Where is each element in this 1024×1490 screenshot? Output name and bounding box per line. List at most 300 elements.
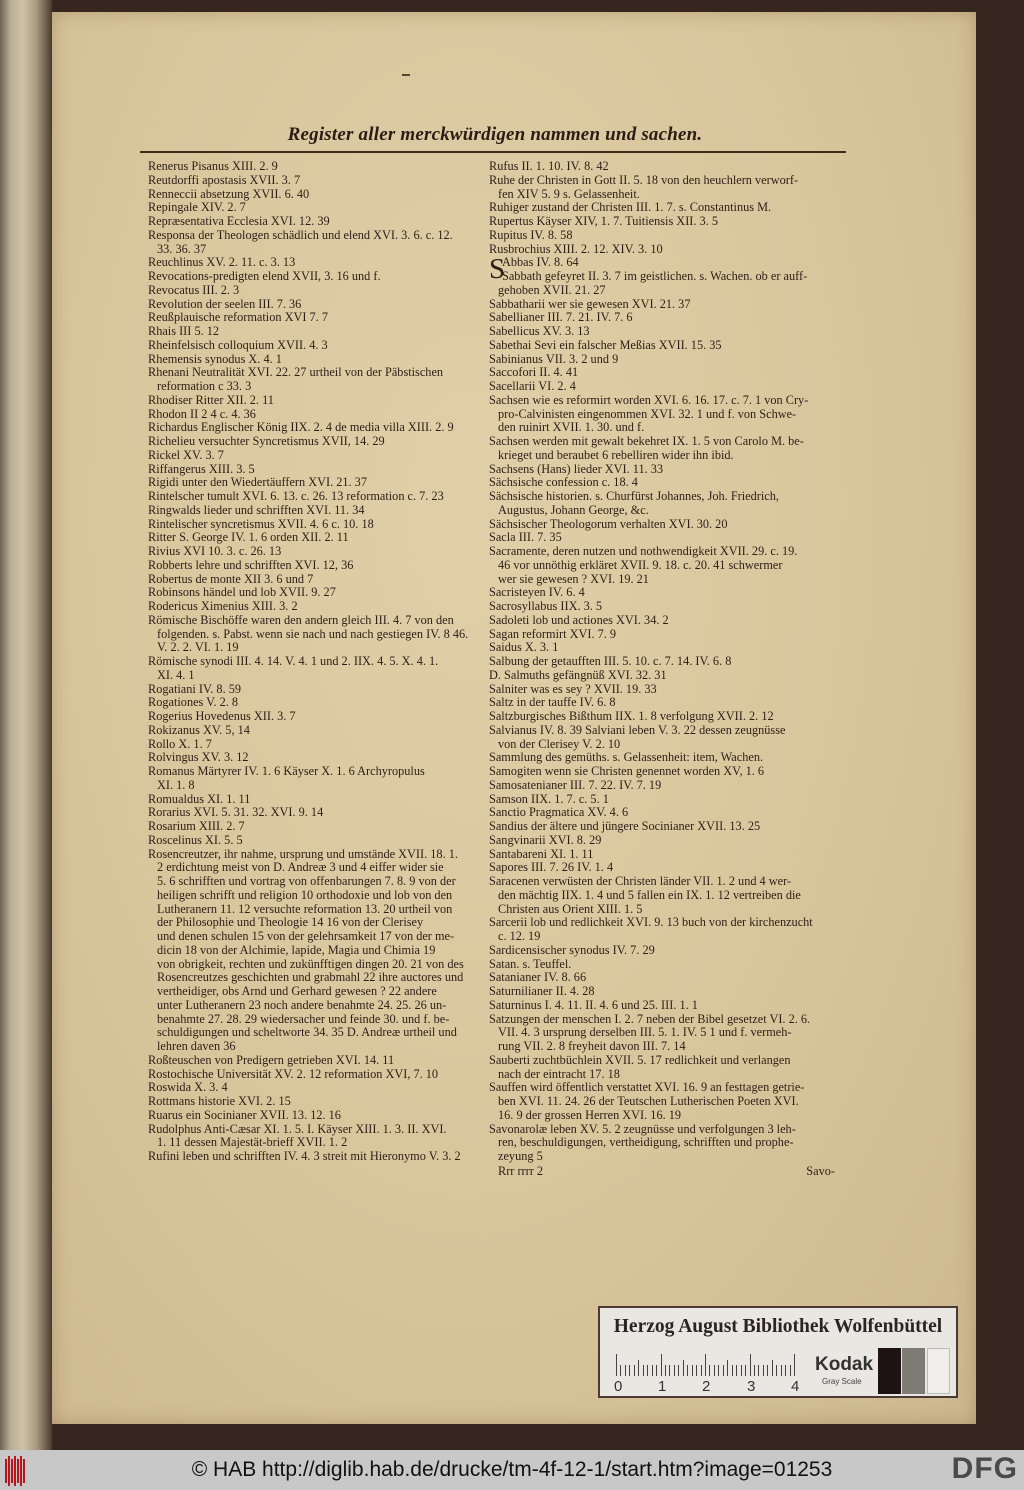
ruler-scale	[616, 1354, 796, 1376]
entry-continuation-line: reformation c 33. 3	[157, 380, 252, 393]
entry-continuation-line: unter Lutheranern 23 noch andere benahmte 24. 25. 26 un-	[157, 998, 447, 1012]
ruler-tick	[741, 1365, 742, 1376]
index-entry	[489, 848, 839, 862]
entry-line: Sächsische historien. s. Churfürst Johannes, Joh. Friedrich,	[489, 490, 779, 503]
index-entry	[148, 339, 490, 353]
entry-line: Renneccii absetzung XVII. 6. 40	[148, 187, 310, 201]
entry-line: Saltzburgisches Bißthum IIX. 1. 8 verfolgung XVII. 2. 12	[489, 710, 774, 723]
entry-line: Salniter was es sey ? XVII. 19. 33	[489, 682, 657, 696]
entry-line: Robertus de monte XII 3. 6 und 7	[148, 572, 314, 586]
ruler-tick	[634, 1365, 635, 1376]
index-entry	[489, 683, 839, 697]
entry-line: Satan. s. Teuffel.	[489, 957, 572, 971]
entry-line: D. Salmuths gefängnüß XVI. 32. 31	[489, 668, 667, 682]
entry-line: Samosatenianer III. 7. 22. IV. 7. 19	[489, 778, 662, 792]
entry-line: Saracenen verwüsten der Christen länder VII. 1. 2 und 4 wer-	[489, 875, 792, 888]
entry-line: Rogerius Hovedenus XII. 3. 7	[148, 710, 296, 723]
entry-line: Rosencreutzer, ihr nahme, ursprung und umstände XVII. 18. 1.	[148, 847, 458, 861]
entry-line: Sardicensischer synodus IV. 7. 29	[489, 943, 655, 957]
entry-line: Rusbrochius XIII. 2. 12. XIV. 3. 10	[489, 242, 663, 256]
index-entry	[489, 765, 839, 779]
entry-continuation-line: rung VII. 2. 8 freyheit davon III. 7. 14	[498, 1040, 686, 1053]
entry-continuation-line: und denen schulen 15 von der gelehrsamkeit 17 von der me-	[157, 930, 455, 943]
entry-line: Samson IIX. 1. 7. c. 5. 1	[489, 792, 609, 806]
index-entry	[148, 765, 490, 793]
ruler-tick	[727, 1360, 728, 1376]
entry-line: Saturninus I. 4. 11. II. 4. 6 und 25. III. 1. 1	[489, 998, 698, 1012]
entry-line: Richardus Englischer König IIX. 2. 4 de media villa XIII. 2. 9	[148, 421, 454, 435]
entry-line: Reuchlinus XV. 2. 11. c. 3. 13	[148, 256, 296, 270]
ruler-tick	[674, 1365, 675, 1376]
page-heading: Register aller merckwürdigen nammen und sachen.	[287, 124, 703, 145]
index-entry	[148, 229, 490, 257]
entry-line: Rogatiani IV. 8. 59	[148, 682, 242, 696]
entry-line: Reutdorffi apostasis XVII. 3. 7	[148, 173, 301, 187]
index-entry	[148, 463, 490, 477]
ruler-number: 2	[702, 1378, 711, 1395]
entry-line: Saidus X. 3. 1	[489, 641, 559, 655]
index-entry	[489, 325, 839, 339]
ruler-tick	[692, 1365, 693, 1376]
signature-mark: Rrr rrrr 2	[498, 1163, 544, 1178]
index-entry	[148, 586, 490, 600]
entry-line: Sächsischer Theologorum verhalten XVI. 30. 20	[489, 517, 728, 531]
ruler-tick	[638, 1360, 639, 1376]
entry-continuation-line: XI. 4. 1	[157, 668, 195, 682]
index-entry	[148, 201, 490, 215]
copyright-url[interactable]: © HAB http://diglib.hab.de/drucke/tm-4f-12-1/start.htm?image=01253	[191, 1458, 833, 1481]
entry-line: Sacrosyllabus IIX. 3. 5	[489, 600, 603, 613]
catchword: Savo-	[806, 1163, 835, 1178]
index-entry	[148, 614, 490, 655]
entry-continuation-line: ren, beschuldigungen, vertheidigung, schrifften und prophe-	[498, 1136, 794, 1150]
index-entry	[148, 1150, 490, 1164]
ruler-tick	[772, 1360, 773, 1376]
entry-line: Abbas IV. 8. 64	[502, 256, 579, 270]
entry-line: Saccofori II. 4. 41	[489, 366, 579, 380]
ruler-tick	[705, 1354, 706, 1376]
entry-line: Revolution der seelen III. 7. 36	[148, 297, 302, 311]
entry-line: Rhemensis synodus X. 4. 1	[148, 352, 282, 366]
index-entry	[148, 696, 490, 710]
entry-line: Sachsens (Hans) lieder XVI. 11. 33	[489, 462, 664, 476]
entry-continuation-line: krieget und beraubet 6 rebelliren wider ihn ibid.	[498, 448, 734, 462]
ruler-tick	[794, 1354, 795, 1376]
index-entry	[489, 614, 839, 628]
entry-line: Sabethai Sevi ein falscher Meßias XVII. 15. 35	[489, 338, 722, 352]
entry-line: Sandius der ältere und jüngere Socinianer XVII. 13. 25	[489, 820, 761, 833]
index-entry	[489, 518, 839, 532]
drop-cap: S	[489, 253, 506, 286]
ruler-tick	[781, 1365, 782, 1376]
index-entry	[489, 710, 839, 724]
index-entry	[148, 1054, 490, 1068]
entry-line: Salvianus IV. 8. 39 Salviani leben V. 3. 22 dessen zeugnüsse	[489, 723, 786, 737]
printer-mark	[402, 74, 410, 76]
index-entry	[148, 545, 490, 559]
entry-continuation-line: schuldigungen und scheltworte 34. 35 D. Andreæ urtheil und	[157, 1026, 457, 1040]
index-entry	[148, 1123, 490, 1151]
ruler-number: 0	[614, 1378, 623, 1395]
ruler-tick	[669, 1365, 670, 1376]
gray-scale-label: Gray Scale	[822, 1377, 862, 1386]
heading-rule	[140, 151, 846, 153]
index-entry	[148, 394, 490, 408]
entry-line: Reußplauische reformation XVI 7. 7	[148, 311, 328, 325]
index-entry	[148, 1081, 490, 1095]
index-entry	[148, 504, 490, 518]
entry-line: Sacramente, deren nutzen und nothwendigkeit XVII. 29. c. 19.	[489, 545, 798, 558]
index-entry	[489, 463, 839, 477]
index-entry	[148, 806, 490, 820]
entry-continuation-line: ben XVI. 11. 24. 26 der Teutschen Lutherischen Poeten XVI.	[498, 1095, 799, 1108]
ruler-tick	[785, 1365, 786, 1376]
entry-line: Rokizanus XV. 5, 14	[148, 723, 250, 737]
entry-continuation-line: Rosencreutzes geschichten und grabmahl 22 ihre auctores und	[157, 971, 464, 985]
entry-continuation-line: heiligen schrifft und religion 10 orthodoxie und lob von den	[157, 888, 453, 902]
entry-continuation-line: nach der eintracht 17. 18	[498, 1067, 620, 1081]
ruler-tick	[643, 1365, 644, 1376]
index-entry	[489, 229, 839, 243]
entry-continuation-line: 33. 36. 37	[157, 242, 207, 256]
index-entry	[148, 751, 490, 765]
entry-line: Satzungen der menschen I. 2. 7 neben der Bibel gesetzet VI. 2. 6.	[489, 1012, 811, 1026]
entry-line: Salbung der getaufften III. 5. 10. c. 7. 14. IV. 6. 8	[489, 655, 732, 668]
entry-continuation-line: wer sie gewesen ? XVI. 19. 21	[498, 572, 649, 586]
ruler-tick	[776, 1365, 777, 1376]
entry-line: Rosarium XIII. 2. 7	[148, 820, 245, 833]
index-entry	[489, 793, 839, 807]
page-footer-line	[489, 1165, 839, 1179]
ruler-tick	[701, 1365, 702, 1376]
ruler-tick	[616, 1354, 617, 1376]
index-column-right	[489, 160, 839, 1179]
entry-continuation-line: Lutheranern 11. 12 versuchte reformation 13. 20 urtheil von	[157, 902, 453, 916]
index-entry	[489, 545, 839, 586]
entry-line: Sagan reformirt XVI. 7. 9	[489, 627, 617, 641]
entry-line: Rhodon II 2 4 c. 4. 36	[148, 407, 256, 421]
index-entry	[148, 298, 490, 312]
entry-line: Rollo X. 1. 7	[148, 737, 212, 751]
entry-continuation-line: den ruinirt XVII. 1. 30. und f.	[498, 421, 645, 435]
ruler-tick	[763, 1365, 764, 1376]
index-entry	[148, 311, 490, 325]
entry-line: Renerus Pisanus XIII. 2. 9	[148, 160, 278, 173]
index-entry	[489, 696, 839, 710]
index-entry	[148, 683, 490, 697]
entry-line: Sanctio Pragmatica XV. 4. 6	[489, 806, 629, 820]
entry-line: Römische Bischöffe waren den andern gleich III. 4. 7 von den	[148, 613, 454, 627]
index-entry	[489, 806, 839, 820]
index-entry	[489, 944, 839, 958]
index-entry	[148, 284, 490, 298]
ruler-tick	[709, 1365, 710, 1376]
index-entry	[489, 490, 839, 518]
ruler-number: 4	[791, 1378, 800, 1395]
entry-line: Sauffen wird öffentlich verstattet XVI. 16. 9 an festtagen getrie-	[489, 1081, 805, 1095]
entry-line: Rottmans historie XVI. 2. 15	[148, 1095, 291, 1108]
index-entry	[489, 1081, 839, 1122]
entry-continuation-line: 5. 6 schrifften und vortrag von offenbarungen 7. 8. 9 von der	[157, 875, 456, 888]
entry-line: Rigidi unter den Wiedertäuffern XVI. 21. 37	[148, 476, 367, 490]
entry-continuation-line: 2 erdichtung meist von D. Andreæ 3 und 4 eiffer wider sie	[157, 861, 444, 875]
index-entry	[148, 449, 490, 463]
ruler-number: 3	[747, 1378, 756, 1395]
entry-line: Richelieu versuchter Syncretismus XVII, 14. 29	[148, 435, 385, 448]
ruler-tick	[745, 1365, 746, 1376]
index-entry	[489, 476, 839, 490]
ruler-tick	[656, 1365, 657, 1376]
index-entry	[489, 1123, 839, 1164]
entry-line: Rolvingus XV. 3. 12	[148, 751, 249, 765]
ruler-tick	[661, 1354, 662, 1376]
index-entry	[489, 435, 839, 463]
entry-line: Ruarus ein Socinianer XVII. 13. 12. 16	[148, 1108, 341, 1122]
index-entry	[148, 710, 490, 724]
entry-line: Sächsische confession c. 18. 4	[489, 476, 638, 490]
index-entry	[489, 380, 839, 394]
ruler-tick	[620, 1365, 621, 1376]
index-entry	[489, 779, 839, 793]
index-entry	[489, 751, 839, 765]
index-entry	[489, 958, 839, 972]
dfg-logo: DFG	[951, 1452, 1018, 1485]
index-entry	[489, 641, 839, 655]
entry-line: Santabareni XI. 1. 11	[489, 847, 594, 861]
entry-continuation-line: V. 2. 2. VI. 1. 19	[157, 641, 239, 655]
ruler-tick	[736, 1365, 737, 1376]
entry-line: Sacristeyen IV. 6. 4	[489, 586, 585, 600]
index-entry	[489, 834, 839, 848]
index-entry	[489, 586, 839, 600]
index-entry	[148, 820, 490, 834]
index-entry	[489, 174, 839, 202]
index-entry	[148, 408, 490, 422]
ruler-tick	[723, 1365, 724, 1376]
index-entry	[489, 875, 839, 916]
index-entry	[148, 256, 490, 270]
entry-continuation-line: benahmte 27. 28. 29 wiedersacher und feinde 30. und f. be-	[157, 1012, 450, 1026]
entry-line: Ritter S. George IV. 1. 6 orden XII. 2. 11	[148, 531, 349, 545]
index-entry	[148, 848, 490, 1054]
index-entry	[148, 559, 490, 573]
entry-line: Rivius XVI 10. 3. c. 26. 13	[148, 545, 282, 558]
entry-line: Rufini leben und schrifften IV. 4. 3 streit mit Hieronymo V. 3. 2	[148, 1150, 461, 1163]
entry-line: Sammlung des gemüths. s. Gelassenheit: item, Wachen.	[489, 751, 764, 765]
ruler-tick	[652, 1365, 653, 1376]
entry-continuation-line: der Philosophie und Theologie 14 16 von der Clerisey	[157, 916, 424, 930]
entry-continuation-line: von obrigkeit, rechten und zukünfftigen dingen 20. 21 von des	[157, 957, 464, 971]
gray-patch-mid	[902, 1348, 925, 1394]
index-entry	[148, 655, 490, 683]
index-entry	[148, 834, 490, 848]
index-entry	[148, 174, 490, 188]
entry-line: Sacla III. 7. 35	[489, 531, 562, 545]
index-entry	[489, 861, 839, 875]
index-entry	[148, 1068, 490, 1082]
ruler-tick	[754, 1365, 755, 1376]
entry-line: Sabinianus VII. 3. 2 und 9	[489, 352, 619, 366]
entry-line: Savonarolæ leben XV. 5. 2 zeugnüsse und verfolgungen 3 leh-	[489, 1122, 796, 1136]
entry-line: Sabellianer III. 7. 21. IV. 7. 6	[489, 311, 633, 325]
entry-line: Rheinfelsisch colloquium XVII. 4. 3	[148, 338, 328, 352]
entry-continuation-line: 1. 11 dessen Majestät-brieff XVII. 1. 2	[157, 1136, 348, 1150]
index-entry	[148, 366, 490, 394]
kodak-logo: Kodak	[815, 1354, 874, 1375]
index-entry	[489, 820, 839, 834]
entry-line: Sachsen werden mit gewalt bekehret IX. 1. 5 von Carolo M. be-	[489, 435, 804, 448]
entry-line: Rickel XV. 3. 7	[148, 448, 224, 462]
entry-line: Sarcerii lob und redlichkeit XVI. 9. 13 buch von der kirchenzucht	[489, 916, 813, 930]
entry-continuation-line: zeyung 5	[498, 1150, 543, 1163]
entry-line: Rodericus Ximenius XIII. 3. 2	[148, 600, 298, 613]
entry-line: Robinsons händel und lob XVII. 9. 27	[148, 586, 336, 600]
index-entry	[489, 1013, 839, 1054]
index-entry	[148, 1109, 490, 1123]
entry-line: Sapores III. 7. 26 IV. 1. 4	[489, 861, 614, 875]
entry-line: Rostochische Universität XV. 2. 12 reformation XVI, 7. 10	[148, 1067, 439, 1081]
ruler-tick	[683, 1360, 684, 1376]
adjacent-page-edges	[0, 0, 52, 1450]
entry-line: Sabellicus XV. 3. 13	[489, 325, 590, 338]
index-entry	[148, 531, 490, 545]
ruler-tick	[625, 1365, 626, 1376]
entry-line: Satanianer IV. 8. 66	[489, 971, 587, 985]
entry-line: Ruhiger zustand der Christen III. 1. 7. s. Constantinus M.	[489, 201, 772, 215]
index-entry	[148, 188, 490, 202]
entry-line: Sangvinarii XVI. 8. 29	[489, 833, 602, 847]
entry-line: Roswida X. 3. 4	[148, 1081, 228, 1095]
color-calibration-card	[598, 1306, 958, 1398]
index-entry	[148, 421, 490, 435]
entry-line: Ruhe der Christen in Gott II. 5. 18 von den heuchlern verworf-	[489, 173, 799, 187]
index-entry	[489, 298, 839, 312]
ruler-tick	[718, 1365, 719, 1376]
index-entry	[489, 311, 839, 325]
entry-line: Rogationes V. 2. 8	[148, 696, 239, 710]
entry-continuation-line: fen XIV 5. 9 s. Gelassenheit.	[498, 187, 640, 201]
entry-line: Rintelischer syncretismus XVII. 4. 6 c. 10. 18	[148, 517, 374, 531]
entry-continuation-line: von der Clerisey V. 2. 10	[498, 737, 621, 751]
ruler-number: 1	[658, 1378, 667, 1395]
entry-line: Revocatus III. 2. 3	[148, 283, 240, 297]
index-entry	[489, 353, 839, 367]
entry-line: Sacellarii VI. 2. 4	[489, 380, 576, 393]
index-entry	[489, 366, 839, 380]
index-entry	[148, 1095, 490, 1109]
entry-line: Romualdus XI. 1. 11	[148, 792, 251, 806]
index-entry	[489, 985, 839, 999]
entry-line: Rorarius XVI. 5. 31. 32. XVI. 9. 14	[148, 806, 324, 820]
index-entry	[148, 325, 490, 339]
index-entry	[148, 435, 490, 449]
entry-line: Rufus II. 1. 10. IV. 8. 42	[489, 160, 609, 173]
entry-continuation-line: lehren daven 36	[157, 1040, 236, 1053]
entry-line: Riffangerus XIII. 3. 5	[148, 462, 255, 476]
index-entry	[489, 531, 839, 545]
entry-line: Rhodiser Ritter XII. 2. 11	[148, 393, 274, 407]
entry-continuation-line: Augustus, Johann George, &c.	[498, 503, 649, 517]
library-name: Herzog August Bibliothek Wolfenbüttel	[613, 1316, 943, 1337]
entry-line: Rhenani Neutralität XVI. 22. 27 urtheil von der Päbstischen	[148, 366, 444, 380]
index-column-left	[148, 160, 490, 1164]
index-entry	[489, 394, 839, 435]
index-entry	[148, 518, 490, 532]
entry-continuation-line: XI. 1. 8	[157, 778, 195, 792]
gray-patch-light	[927, 1348, 950, 1394]
entry-continuation-line: c. 12. 19	[498, 930, 541, 943]
index-entry	[148, 793, 490, 807]
index-entry	[148, 476, 490, 490]
ruler-tick	[732, 1365, 733, 1376]
entry-line: Repingale XIV. 2. 7	[148, 201, 246, 215]
index-entry	[489, 201, 839, 215]
index-entry	[489, 339, 839, 353]
index-entry	[489, 243, 839, 257]
ruler-tick	[714, 1365, 715, 1376]
entry-line: Repræsentativa Ecclesia XVI. 12. 39	[148, 215, 330, 228]
index-entry	[489, 916, 839, 944]
index-entry	[489, 669, 839, 683]
index-entry	[148, 490, 490, 504]
entry-line: Sachsen wie es reformirt worden XVI. 6. 16. 17. c. 7. 1 von Cry-	[489, 393, 809, 407]
entry-line: Rintelscher tumult XVI. 6. 13. c. 26. 13 reformation c. 7. 23	[148, 490, 444, 503]
ruler-tick	[767, 1365, 768, 1376]
index-entry	[489, 600, 839, 614]
ruler-tick	[750, 1354, 751, 1376]
ruler-tick	[696, 1365, 697, 1376]
entry-continuation-line: den mächtig IIX. 1. 4 und 5 fallen ein IX. 1. 12 vertreiben die	[498, 888, 801, 902]
entry-line: Roscelinus XI. 5. 5	[148, 833, 243, 847]
index-entry	[489, 160, 839, 174]
scanned-page	[52, 12, 976, 1424]
index-entry	[489, 253, 839, 286]
index-entry	[489, 724, 839, 752]
entry-continuation-line: dicin 18 von der Alchimie, lapide, Magia und Chimia 19	[157, 943, 436, 957]
ruler-tick	[687, 1365, 688, 1376]
entry-line: Revocations-predigten elend XVII, 3. 16 und f.	[148, 270, 381, 283]
entry-line: gehoben XVII. 21. 27	[498, 283, 606, 297]
ruler-tick	[790, 1365, 791, 1376]
index-entry	[489, 215, 839, 229]
ruler-tick	[647, 1365, 648, 1376]
entry-line: Rhais III 5. 12	[148, 325, 220, 338]
entry-line: Rupitus IV. 8. 58	[489, 228, 573, 242]
entry-line: Ringwalds lieder und schrifften XVI. 11. 34	[148, 503, 365, 517]
index-entry	[489, 628, 839, 642]
entry-line: Römische synodi III. 4. 14. V. 4. 1 und 2. IIX. 4. 5. X. 4. 1.	[148, 655, 439, 668]
entry-continuation-line: pro-Calvinisten eingenommen XVI. 32. 1 und f. von Schwe-	[498, 407, 797, 421]
entry-line: Sadoleti lob und actiones XVI. 34. 2	[489, 613, 669, 627]
index-entry	[148, 573, 490, 587]
entry-continuation-line: folgenden. s. Pabst. wenn sie nach und nach gestiegen IV. 8 46.	[157, 627, 469, 641]
ruler-tick	[665, 1365, 666, 1376]
entry-line: Robberts lehre und schrifften XVI. 12, 36	[148, 558, 354, 572]
index-entry	[148, 738, 490, 752]
entry-line: Responsa der Theologen schädlich und elend XVI. 3. 6. c. 12.	[148, 228, 453, 242]
footer-bar	[0, 1450, 1024, 1490]
entry-continuation-line: 16. 9 der grossen Herren XVI. 16. 19	[498, 1108, 682, 1122]
ruler-tick	[629, 1365, 630, 1376]
entry-line: Sauberti zuchtbüchlein XVII. 5. 17 redlichkeit und verlangen	[489, 1053, 791, 1067]
ruler-tick	[758, 1365, 759, 1376]
entry-line: Saltz in der tauffe IV. 6. 8	[489, 696, 616, 710]
index-entry	[489, 284, 839, 298]
entry-line: Sabbatharii wer sie gewesen XVI. 21. 37	[489, 297, 691, 311]
entry-line: Rupertus Käyser XIV, 1. 7. Tuitiensis XII. 3. 5	[489, 215, 718, 228]
entry-continuation-line: vertheidiger, obs Arnd und Gerhard gewesen ? 22 andere	[157, 985, 437, 998]
entry-line: Saturnilianer II. 4. 28	[489, 985, 595, 998]
